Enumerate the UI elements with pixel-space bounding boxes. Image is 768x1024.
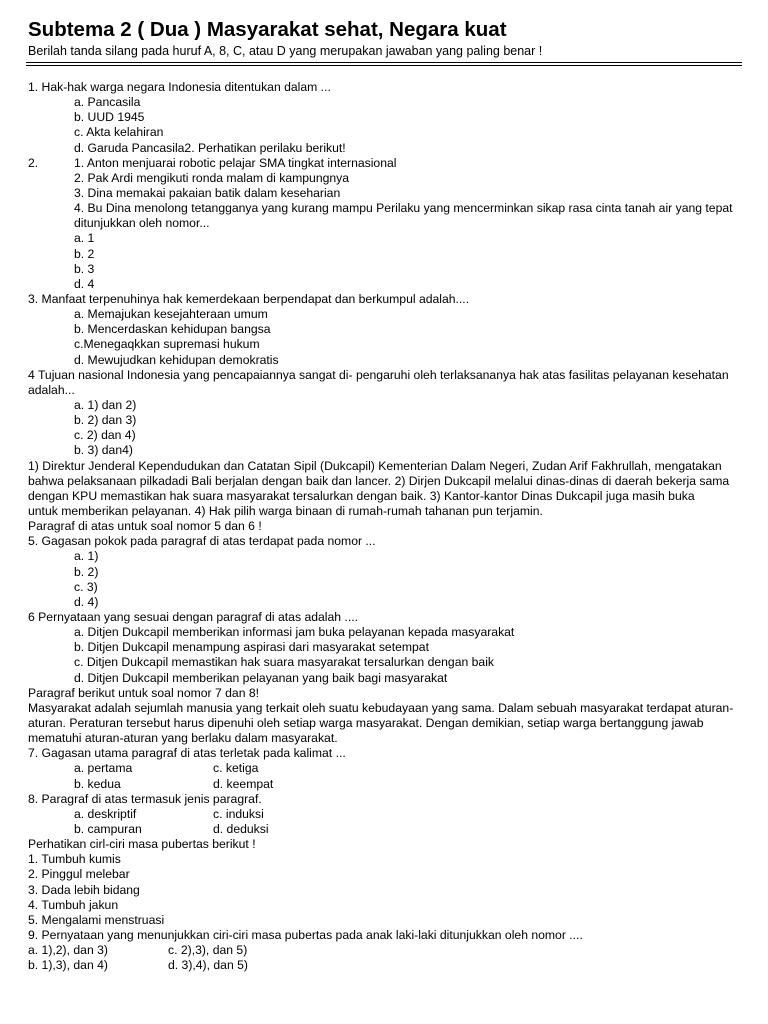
question-4: 4 Tujuan nasional Indonesia yang pencapaiannya sangat di- pengaruhi oleh terlaksananya hak atas fasilitas pelayanan kesehatan adalah... — [28, 367, 729, 397]
option: d. 4 — [74, 276, 95, 291]
option: c. 2),3), dan 5) — [168, 943, 248, 958]
divider-line — [26, 62, 742, 63]
option: a. 1 — [74, 231, 95, 246]
question-8: 8. Paragraf di atas termasuk jenis paragraf. — [28, 791, 262, 806]
option-row — [28, 777, 746, 792]
list-item: 3. Dada lebih bidang — [28, 882, 140, 897]
option: a. 1) dan 2) — [74, 398, 137, 413]
list-item: 4. Tumbuh jakun — [28, 897, 119, 912]
question-9: 9. Pernyataan yang menunjukkan ciri-ciri masa pubertas pada anak laki-laki ditunjukkan oleh nomor .... — [28, 928, 583, 943]
reading-paragraph: Masyarakat adalah sejumlah manusia yang terkait oleh suatu kebudayaan yang sama. Dalam sebuah masyarakat terdapat aturan-aturan. Peraturan tersebut harus dipenuhi oleh setiap warga masyarakat. Dengan demikian, setiap warga bertanggung jawab mematuhi aturan-aturan yang berlaku dalam masyarakat. — [28, 700, 734, 746]
question-list — [28, 80, 746, 973]
divider-line — [26, 65, 742, 66]
reading-paragraph: 1) Direktur Jenderal Kependudukan dan Catatan Sipil (Dukcapil) Kementerian Dalam Negeri, Zudan Arif Fakhrullah, mengatakan bahwa pelaksanaan pilkadadi Bali berjalan dengan baik dan lancer. 2) Dirjen Dukcapil melalui dinas-dinas di daerah bekerja sama dengan KPU memastikan hak suara masyarakat tersalurkan dengan baik. 3) Kantor-kantor Dinas Dukcapil juga masih buka — [28, 458, 730, 503]
question-1: 1. Hak-hak warga negara Indonesia ditentukan dalam ... — [28, 80, 331, 94]
list-item: 1. Tumbuh kumis — [28, 852, 121, 867]
option: d. Mewujudkan kehidupan demokratis — [74, 352, 279, 367]
option-row — [28, 761, 746, 776]
question-7: 7. Gagasan utama paragraf di atas terletak pada kalimat ... — [28, 746, 346, 761]
option: d. 3),4), dan 5) — [168, 958, 248, 973]
option: b. 3) dan4) — [74, 443, 133, 458]
list-item: 2. Pinggul melebar — [28, 867, 130, 882]
option: c.Menegaqkkan supremasi hukum — [74, 337, 260, 352]
list-item: 5. Mengalami menstruasi — [28, 912, 165, 927]
option: b. Mencerdaskan kehidupan bangsa — [74, 322, 271, 337]
option: c. 2) dan 4) — [74, 428, 136, 443]
option: b. Ditjen Dukcapil menampung aspirasi dari masyarakat setempat — [74, 640, 429, 655]
question-5: 5. Gagasan pokok pada paragraf di atas terdapat pada nomor ... — [28, 534, 376, 549]
option: a. Memajukan kesejahteraan umum — [74, 307, 268, 322]
option: a. 1),2), dan 3) — [28, 943, 108, 958]
option: d. Garuda Pancasila2. Perhatikan perilaku berikut! — [74, 140, 346, 155]
option: a. deskriptif — [74, 806, 137, 821]
option: b. kedua — [74, 776, 121, 791]
puberty-intro: Perhatikan cirl-ciri masa pubertas berikut ! — [28, 837, 256, 852]
statement: 2. Pak Ardi mengikuti ronda malam di kampungnya — [74, 170, 350, 185]
option: b. 1),3), dan 4) — [28, 958, 108, 973]
option: a. 1) — [74, 549, 99, 564]
option: a. Ditjen Dukcapil memberikan informasi jam buka pelayanan kepada masyarakat — [74, 625, 515, 640]
option-row — [28, 822, 746, 837]
statement: 3. Dina memakai pakaian batik dalam keseharian — [74, 185, 341, 200]
question-6: 6 Pernyataan yang sesuai dengan paragraf di atas adalah .... — [28, 610, 358, 625]
paragraph-note: Paragraf di atas untuk soal nomor 5 dan 6 ! — [28, 519, 262, 534]
question-2-number: 2. — [28, 155, 39, 170]
option: b. campuran — [74, 822, 142, 837]
option: c. induksi — [213, 806, 264, 821]
option: c. 3) — [74, 579, 98, 594]
option: d. deduksi — [213, 822, 269, 837]
option: b. UUD 1945 — [74, 110, 145, 125]
option: c. Ditjen Dukcapil memastikan hak suara masyarakat tersalurkan dengan baik — [74, 655, 494, 670]
option-row — [28, 958, 746, 973]
option: b. 2 — [74, 246, 95, 261]
reading-paragraph-continued: untuk memberikan pelayanan. 4) Hak pilih warga binaan di rumah-rumah tahanan pun terjamin. — [28, 504, 543, 519]
option-row — [28, 807, 746, 822]
statement: 1. Anton menjuarai robotic pelajar SMA tingkat internasional — [74, 155, 397, 170]
option: c. Akta kelahiran — [74, 125, 164, 140]
option: a. Pancasila — [74, 95, 141, 110]
instruction: Berilah tanda silang pada huruf A, 8, C, atau D yang merupakan jawaban yang paling benar ! — [28, 44, 543, 58]
statement: 4. Bu Dina menolong tetangganya yang kurang mampu Perilaku yang mencerminkan sikap rasa cinta tanah air yang tepat ditunjukkan oleh nomor... — [74, 201, 733, 231]
question-2-item — [28, 156, 746, 171]
option: b. 2) dan 3) — [74, 413, 137, 428]
option: d. Ditjen Dukcapil memberikan pelayanan yang baik bagi masyarakat — [74, 670, 448, 685]
option: c. ketiga — [213, 761, 259, 776]
option: d. keempat — [213, 776, 274, 791]
option: b. 3 — [74, 261, 95, 276]
page-title: Subtema 2 ( Dua ) Masyarakat sehat, Negara kuat — [28, 18, 507, 41]
option: b. 2) — [74, 564, 99, 579]
option: d. 4) — [74, 594, 99, 609]
option: a. pertama — [74, 761, 133, 776]
question-3: 3. Manfaat terpenuhinya hak kemerdekaan berpendapat dan berkumpul adalah.... — [28, 292, 470, 306]
paragraph-note: Paragraf berikut untuk soal nomor 7 dan 8! — [28, 685, 260, 700]
option-row — [28, 943, 746, 958]
